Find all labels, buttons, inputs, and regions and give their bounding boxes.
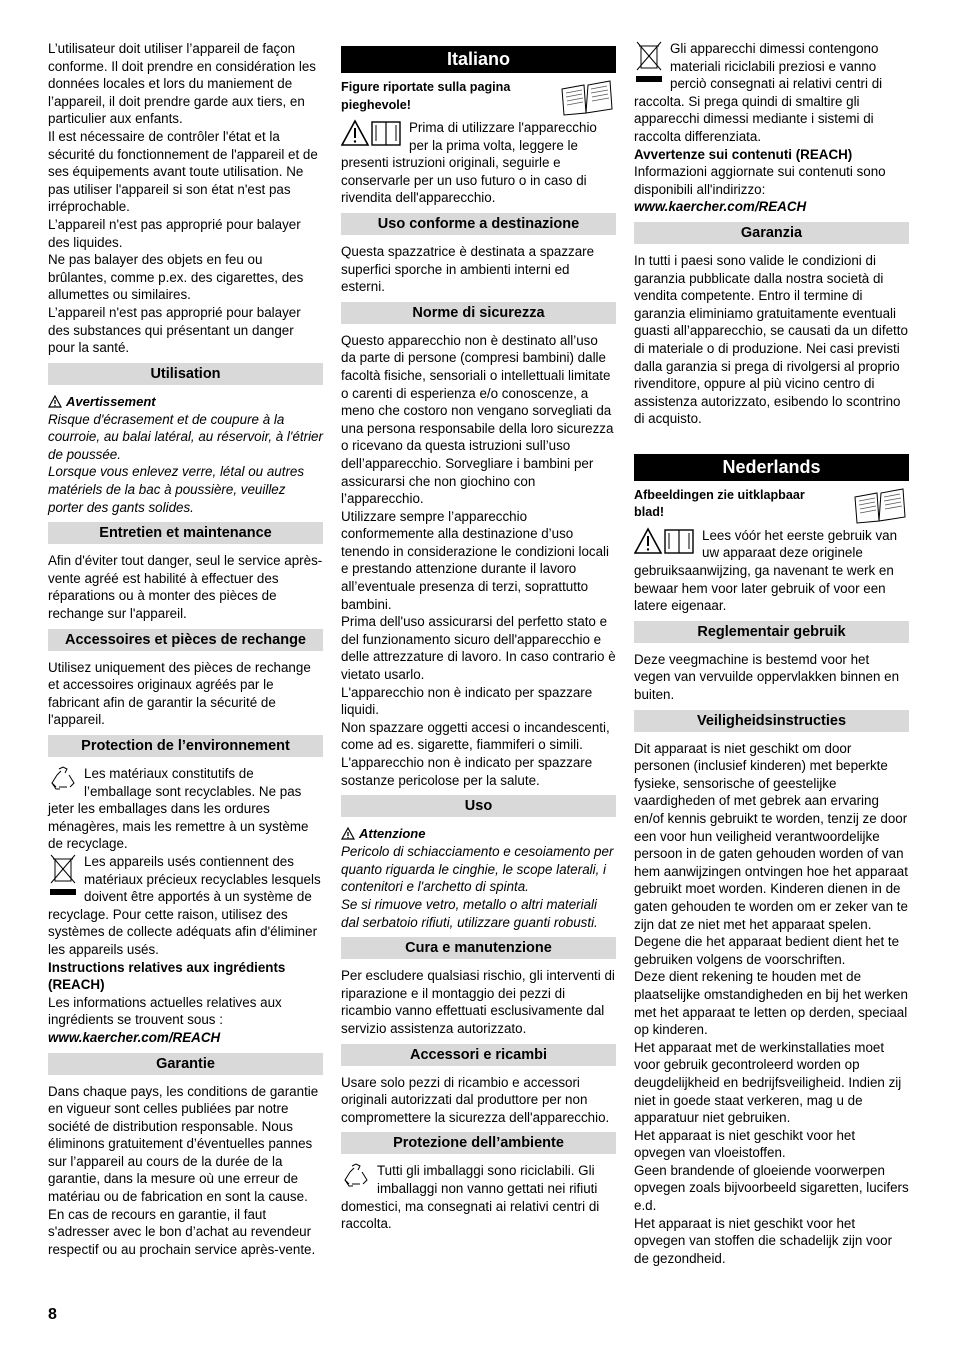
paragraph: Utilisez uniquement des pièces de rechange et accessoires originaux agréés par le fabricant afin de garantir la sécurité de l'appareil. [48,659,311,728]
figure-note-text: Afbeeldingen zie uitklapbaar blad! [634,487,805,520]
paragraph: In tutti i paesi sono valide le condizioni di garanzia pubblicate dalla nostra società di vendita competente. Entro il termine di garanzia eliminiamo gratuitamente eventuali guasti all’apparecchio, se causati da un difetto di materiale o di produzione. Nei casi previsti dalla garanzia si prega di rivolgersi al proprio rivenditore, oppure al più vicino centro di assistenza autorizzato, esibendo lo scontrino di acquisto. [634,252,908,427]
paragraph: Lees vóór het eerste gebruik van uw apparaat deze originele gebruiksaanwijzing, ga navenant te werk en bewaar hem voor later gebruik of voor een latere eigenaar. [634,527,898,614]
reach-url: www.kaercher.com/REACH [634,199,807,215]
figure-note [341,79,616,117]
warning-label: Attenzione [341,825,616,843]
recycle-icon [341,1162,371,1190]
section-heading-garanzia: Garanzia [634,222,909,244]
warning-triangle-icon [341,827,355,840]
paragraph: Les informations actuelles relatives aux ingrédients se trouvent sous : [48,994,282,1028]
section-heading-protezione: Protezione dell’ambiente [341,1132,616,1154]
paragraph: Het apparaat is niet geschikt voor het opvegen van stoffen die schadelijk zijn voor de gezondheid. [634,1215,893,1266]
column-nederlands [634,40,909,1267]
column-italiano [341,40,616,1233]
paragraph: Geen brandende of gloeiende voorwerpen opvegen zoals bijvoorbeeld sigaretten, lucifers e.d. [634,1162,909,1214]
warning-triangle-icon [48,395,62,408]
open-book-icon [558,79,616,117]
paragraph: Tutti gli imballaggi sono riciclabili. Gli imballaggi non vanno gettati nei rifiuti domestici, ma consegnati ai relativi centri di raccolta. [341,1163,600,1232]
paragraph: Utilizzare sempre l’apparecchio conformemente alla destinazione d’uso tenendo in considerazione le condizioni locali e prestando attenzione durante il lavoro all’eventuale presenza di terzi, soprattutto bambini. [341,508,609,612]
crossed-bin-icon [48,853,78,897]
language-heading-nederlands: Nederlands [634,454,909,481]
section-heading-entretien: Entretien et maintenance [48,522,323,544]
paragraph: Questo apparecchio non è destinato all’uso da parte di persone (compresi bambini) dalle facoltà fisiche, sensoriali o intellettuali limitate o carenti di esperienza e/o conoscenze, a meno che costoro non vengano sorvegliati da una persona responsabile della loro sicurezza o ricevano da questa istruzioni sull’uso dell’apparecchio. Sorvegliare i bambini per assicurarsi che non giochino con l’apparecchio. [341,332,614,507]
recycle-block [48,765,323,853]
figure-note-text: Figure riportate sulla pagina pieghevole! [341,80,511,112]
warning-text: Risque d'écrasement et de coupure à la courroie, au balai latéral, au réservoir, à l'étrier de poussée. [48,411,323,462]
paragraph: Prima dell'uso assicurarsi del perfetto stato e del funzionamento sicuro dell'apparecchio e delle attrezzature di lavoro. In caso contrario è vietato usarlo. [341,614,616,683]
reach-url: www.kaercher.com/REACH [48,1029,221,1045]
warning-label: Avertissement [48,393,323,411]
open-book-icon [851,487,909,525]
paragraph: Questa spazzatrice è destinata a spazzare superfici sporche in ambienti interni ed esterni. [341,243,595,295]
paragraph: Ne pas balayer des objets en feu ou brûlantes, comme p.ex. des cigarettes, des allumettes ou similaires. [48,252,304,303]
paragraph: L’appareil n'est pas approprié pour balayer des substances qui présentant un danger pour la santé. [48,304,301,356]
language-heading-italiano: Italiano [341,46,616,73]
section-heading-cura: Cura e manutenzione [341,937,616,959]
page-number: 8 [48,1306,57,1323]
weee-block [634,40,909,146]
paragraph: Dit apparaat is niet geschikt om door personen (inclusief kinderen) met beperkte fysieke, sensorische of geestelijke vaardigheden of met gebrek aan ervaring en/of kennis gebruikt te worden, tenzij ze door een voor hun veiligheid verantwoordelijke persoon in de gaten gehouden worden of van hem aanwijzingen ontvingen hoe het apparaat gebruikt moet worden. Kinderen dienen in de gaten gehouden te worden om er zeker van te zijn dat ze niet met het apparaat spelen. [634,740,908,932]
paragraph: Il est nécessaire de contrôler l'état et la sécurité du fonctionnement de l'appareil et de ses équipements avant toute utilisation. Ne pas utiliser l'appareil si son état n'est pas irréprochable. [48,128,318,215]
section-heading-accessoires: Accessoires et pièces de rechange [48,629,323,651]
section-heading-garantie: Garantie [48,1053,323,1075]
intro-block [341,119,616,207]
paragraph: Het apparaat met de werkinstallaties moet voor gebruik gecontroleerd worden op deugdelijkheid en bedrijfsveiligheid. Indien zij niet in goede staat verkeren, mag u de apparatuur niet gebruiken. [634,1039,902,1126]
section-heading-accessori: Accessori e ricambi [341,1044,616,1066]
warning-text: Se si rimuove vetro, metallo o altri materiali dal serbatoio rifiuti, utilizzare guanti robusti. [341,896,598,930]
recycle-icon [48,765,78,793]
section-heading-uso-conforme: Uso conforme a destinazione [341,213,616,235]
column-french [48,40,323,1258]
paragraph: L'apparecchio non è indicato per spazzare liquidi. [341,684,593,718]
weee-block [48,853,323,959]
figure-note [634,487,909,525]
warning-text: Lorsque vous enlevez verre, létal ou autres matériels de la bac à poussière, veuillez porter des gants solides. [48,464,305,515]
reach-title: Instructions relatives aux ingrédients (REACH) [48,959,286,993]
paragraph: Deze veegmachine is bestemd voor het vegen van vervuilde oppervlakken binnen en buiten. [634,651,900,703]
paragraph: Afin d'éviter tout danger, seul le service après-vente agréé est habilité à effectuer des réparations ou à monter des pièces de rechange sur l'appareil. [48,553,323,622]
paragraph: Gli apparecchi dimessi contengono materiali riciclabili preziosi e vanno perciò consegnati ai relativi centri di raccolta. Si prega quindi di smaltire gli apparecchi dimessi mediante i sistemi di raccolta differenziata. [634,41,883,144]
paragraph: Non spazzare oggetti accesi o incandescenti, come ad es. sigarette, fiammiferi o simili. [341,719,610,753]
warning-manual-icon [341,119,403,147]
section-heading-norme: Norme di sicurezza [341,302,616,324]
intro-block [634,527,909,615]
section-heading-protection: Protection de l’environnement [48,735,323,757]
warning-text: Pericolo di schiacciamento e cesoiamento per quanto riguarda le cinghie, le scope laterali, i contenitori e l'archetto di spinta. [341,844,614,895]
crossed-bin-icon [634,40,664,84]
paragraph: Degene die het apparaat bedient dient het te gebruiken volgens de voorschriften. [634,934,900,967]
paragraph: L'apparecchio non è indicato per spazzare sostanze pericolose per la salute. [341,755,593,788]
paragraph: Usare solo pezzi di ricambio e accessori originali autorizzati dal produttore per non compromettere la sicurezza dell'apparecchio. [341,1074,610,1125]
section-heading-veiligheid: Veiligheidsinstructies [634,710,909,732]
reach-title: Avvertenze sui contenuti (REACH) [634,146,853,162]
recycle-block [341,1162,616,1232]
section-heading-utilisation: Utilisation [48,363,323,385]
paragraph: Prima di utilizzare l'apparecchio per la prima volta, leggere le presenti istruzioni originali, seguirle e conservarle per un uso futuro o in caso di rivendita dell'apparecchio. [341,120,597,206]
section-heading-uso: Uso [341,795,616,817]
warning-manual-icon [634,527,696,555]
paragraph: Informazioni aggiornate sui contenuti sono disponibili all'indirizzo: [634,164,886,197]
section-heading-reglementair: Reglementair gebruik [634,621,909,643]
paragraph: Per escludere qualsiasi rischio, gli interventi di riparazione e il montaggio dei pezzi di ricambio vanno effettuati esclusivamente dal servizio assistenza autorizzato. [341,968,615,1036]
paragraph: L’appareil n'est pas approprié pour balayer des liquides. [48,216,301,250]
paragraph: Les matériaux constitutifs de l’emballage sont recyclables. Ne pas jeter les emballages dans les ordures ménagères, mais les remettre à un système de recyclage. [48,766,309,852]
paragraph: Deze dient rekening te houden met de plaatselijke omstandigheden en bij het werken met het apparaat te letten op derden, speciaal op kinderen. [634,969,908,1038]
paragraph: Les appareils usés contiennent des matériaux précieux recyclables lesquels doivent être apportés à un système de recyclage. Pour cette raison, utilisez des systèmes de collecte adéquats afin d'éliminer les appareils usés. [48,853,321,957]
paragraph: Het apparaat is niet geschikt voor het opvegen van vloeistoffen. [634,1127,856,1161]
paragraph: L’utilisateur doit utiliser l’appareil de façon conforme. Il doit prendre en considération les données locales et lors du maniement de l’appareil, il doit prendre garde aux tiers, en particulier aux enfants. [48,41,316,127]
paragraph: Dans chaque pays, les conditions de garantie en vigueur sont celles publiées par notre société de distribution responsable. Nous éliminons gratuitement d’éventuelles pannes sur l’appareil au cours de la durée de la garantie, dans la mesure où une erreur de matériau ou de fabrication en sont la cause. En cas de recours en garantie, il faut s'adresser avec le bon d’achat au revendeur respectif ou au prochain service après-vente. [48,1083,319,1257]
